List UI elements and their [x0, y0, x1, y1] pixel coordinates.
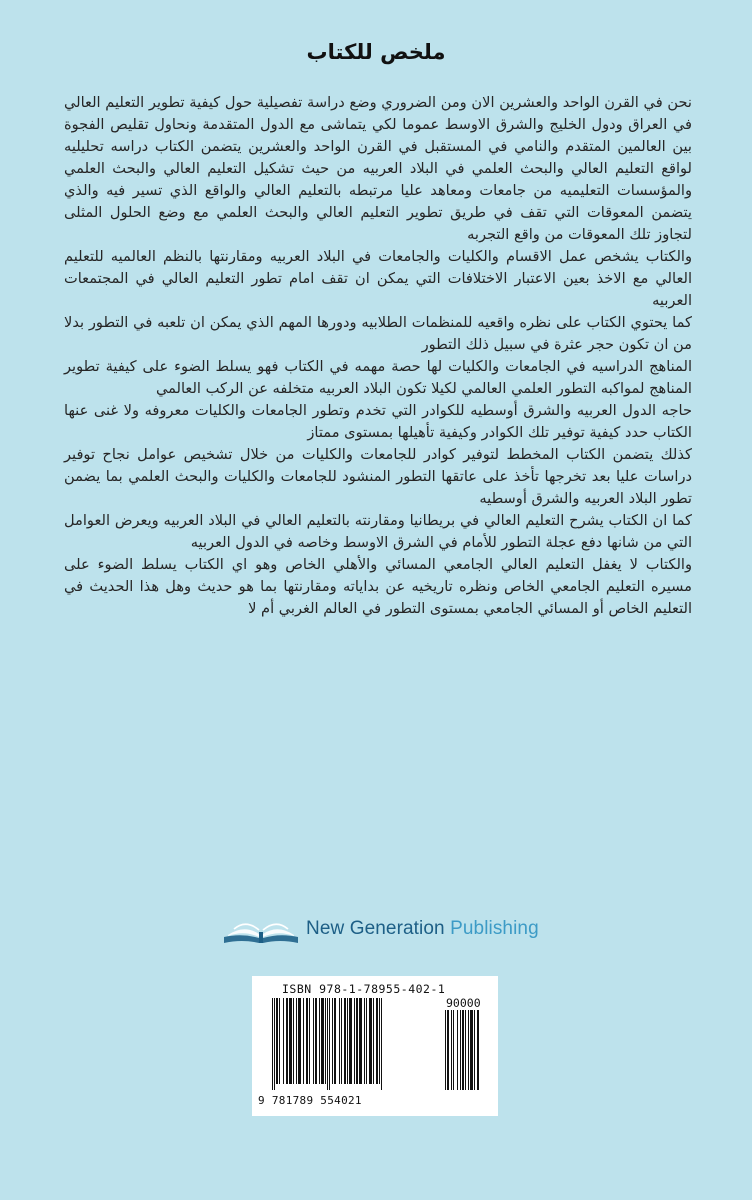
barcode-bar — [334, 998, 336, 1084]
barcode-bar — [298, 998, 301, 1084]
barcode-bar — [369, 998, 372, 1084]
paragraph-intro: نحن في القرن الواحد والعشرين الان ومن الضروري وضع دراسة تفصيلية حول كيفية تطوير التعليم العالي في العراق ودول الخليج والشرق الاوسط عموما لكي يتماشى مع الدول المتقدمة ونحاول تقليص الفجوة بين العالمين المتقدم والنامي في المستقبل في القرن الواحد والعشرين يتضمن الكتاب دراسه تحليليه لواقع التعليم العالي والبحث العلمي في البلاد العربيه من حيث تشكيل التعليم العالي والبحث العلمي والمؤسسات التعليميه من جامعات ومعاهد عليا مرتبطه بالتعليم العالي والواقع الذي تسير فيه والذي يتضمن المعوقات التي تقف في طريق تطوير التعليم العالي والبحث العلمي مع وضع الحلول المثلى لتجاوز تلك المعوقات من واقع التجربه — [64, 94, 692, 243]
paragraph-departments: والكتاب يشخص عمل الاقسام والكليات والجامعات في البلاد العربيه ومقارنتها بالنظم العالميه للتعليم العالي مع الاخذ بعين الاعتبار الاختلافات التي يمكن ان تقف امام تطور التعليم العالي في المجتمعات العربيه — [64, 248, 692, 309]
barcode-bar — [319, 998, 320, 1084]
price-code: 90000 — [446, 996, 481, 1010]
barcode-bar — [286, 998, 288, 1084]
barcode-bar — [315, 998, 317, 1084]
barcode-bar — [477, 1010, 479, 1090]
summary-title: ملخص للكتاب — [306, 40, 446, 64]
publisher-name — [306, 918, 539, 940]
barcode-bar — [329, 998, 330, 1090]
barcode-bar — [453, 1010, 454, 1090]
barcode-bar — [339, 998, 340, 1084]
barcode-bar — [283, 998, 284, 1084]
barcode-bar — [327, 998, 328, 1090]
barcode-bar — [457, 1010, 458, 1090]
paragraph-curricula: المناهج الدراسيه في الجامعات والكليات لها حصة مهمه في الكتاب فهو يسلط الضوء على كيفية تطوير المناهج لمواكبه التطور العلمي العالمي لكيلا تكون البلاد العربيه متخلفه عن الركب العالمي — [64, 358, 692, 397]
barcode-bar — [474, 1010, 475, 1090]
publisher-name-part1: New Generation — [306, 918, 445, 939]
barcode-digits: 9 781789 554021 — [258, 1094, 362, 1107]
barcode-bar — [309, 998, 310, 1084]
isbn-label: ISBN 978-1-78955-402-1 — [282, 982, 446, 996]
barcode-bar — [306, 998, 308, 1084]
barcode-bar — [447, 1010, 449, 1090]
barcode-bar — [349, 998, 352, 1084]
barcode-bar — [325, 998, 326, 1084]
addon-barcode-bars — [445, 1010, 491, 1092]
barcode-bar — [274, 998, 275, 1090]
barcode-bar — [465, 1010, 466, 1090]
barcode-bar — [341, 998, 342, 1084]
barcode-bar — [332, 998, 333, 1084]
barcode-bar — [460, 1010, 461, 1090]
barcode-bar — [462, 1010, 464, 1090]
barcode-bar — [366, 998, 367, 1084]
barcode-bar — [379, 998, 380, 1084]
barcode-bar — [376, 998, 378, 1084]
barcode-bar — [276, 998, 278, 1084]
barcode-bar — [445, 1010, 446, 1090]
barcode-bar — [354, 998, 355, 1084]
barcode-bar — [347, 998, 348, 1084]
barcode-bar — [289, 998, 292, 1084]
barcode-bar — [313, 998, 314, 1084]
barcode-bar — [381, 998, 382, 1090]
publisher-name-part2: Publishing — [444, 918, 539, 939]
paragraph-private-education: والكتاب لا يغفل التعليم العالي الجامعي المسائي والأهلي الخاص وهو اي الكتاب يسلط الضوء على مسيره التعليم الجامعي الخاص ونظره تاريخيه عن بداياته ومقارنتها بما هو حديث وهل هذا الحديث في التعليم الخاص أو المسائي الجامعي بمستوى التطور في العالم الغربي أم لا — [64, 556, 692, 617]
barcode-bar — [296, 998, 297, 1084]
barcode-bar — [373, 998, 374, 1084]
paragraph-cadres: حاجه الدول العربيه والشرق أوسطيه للكوادر التي تخدم وتطور الجامعات والكليات معروفه ولا غنى عنها الكتاب حدد كيفية توفير تلك الكوادر وكيفية تأهيلها بمستوى ممتاز — [64, 402, 692, 441]
barcode-bar — [359, 998, 362, 1084]
ean-barcode-bars — [272, 998, 440, 1092]
paragraph-student-organizations: كما يحتوي الكتاب على نظره واقعيه للمنظمات الطلابيه ودورها المهم الذي يمكن ان تلعبه في التطور بدلا من ان تكون حجر عثرة في سبيل ذلك التطور — [64, 314, 692, 353]
barcode-bar — [470, 1010, 473, 1090]
barcode-bar — [468, 1010, 469, 1090]
publisher-logo — [222, 912, 539, 946]
barcode-bar — [364, 998, 365, 1084]
open-book-icon — [222, 912, 300, 946]
barcode-bar — [321, 998, 324, 1084]
barcode-bar — [303, 998, 304, 1084]
barcode-bar — [451, 1010, 452, 1090]
barcode-bar — [344, 998, 346, 1084]
barcode-bar — [279, 998, 280, 1084]
barcode-bar — [293, 998, 294, 1084]
paragraph-britain: كما ان الكتاب يشرح التعليم العالي في بريطانيا ومقارنته بالتعليم العالي في البلاد العربيه ويعرض العوامل التي من شانها دفع عجلة التطور للأمام في الشرق الاوسط وخاصه في الدول العربيه — [64, 512, 692, 551]
paragraph-postgraduate: كذلك يتضمن الكتاب المخطط لتوفير كوادر للجامعات والكليات من خلال تشخيص عوامل نجاح توفير دراسات عليا بعد تخرجها تأخذ على عاتقها التطور المنشود للجامعات والكليات والبحث العلمي بما يضمن تطور البلاد العربيه والشرق أوسطيه — [64, 446, 692, 507]
barcode-bar — [272, 998, 273, 1090]
barcode-bar — [356, 998, 358, 1084]
summary-body — [64, 92, 692, 620]
isbn-barcode — [252, 976, 498, 1116]
